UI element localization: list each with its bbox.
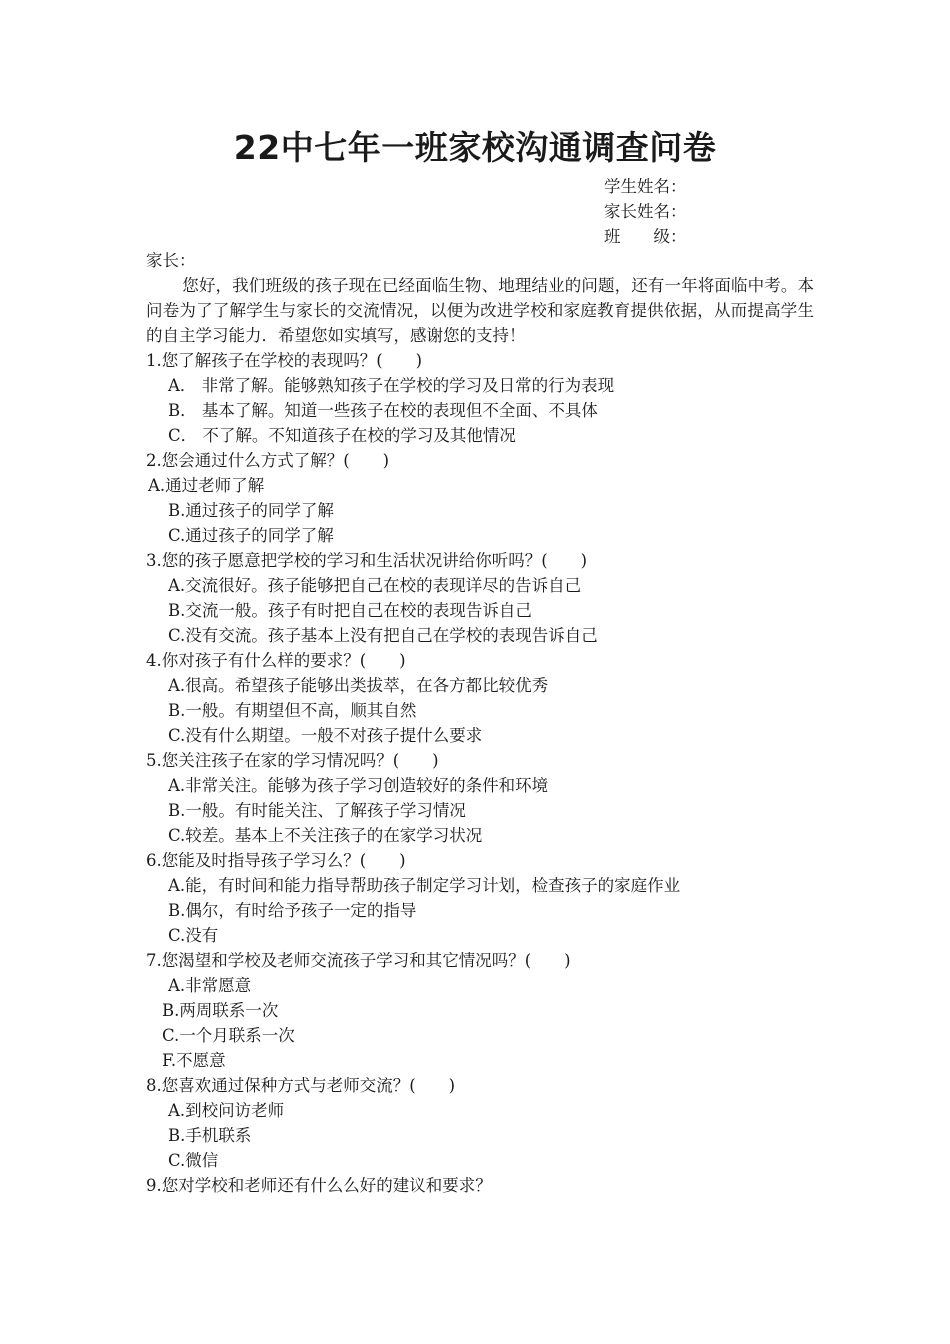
question-2-option-c: C.通过孩子的同学了解 xyxy=(168,526,334,545)
question-7: 7.您渴望和学校及老师交流孩子学习和其它情况吗？( ) xyxy=(146,951,571,970)
question-8-option-b: B.手机联系 xyxy=(168,1126,252,1145)
questionnaire-body xyxy=(146,248,814,1198)
question-5-option-a: A.非常关注。能够为孩子学习创造较好的条件和环境 xyxy=(168,776,549,795)
question-8-option-a: A.到校问访老师 xyxy=(168,1101,285,1120)
question-8: 8.您喜欢通过保种方式与老师交流？( ) xyxy=(146,1076,456,1095)
question-4: 4.你对孩子有什么样的要求？( ) xyxy=(146,651,406,670)
question-1-option-b: B． 基本了解。知道一些孩子在校的表现但不全面、不具体 xyxy=(168,401,598,420)
question-3-option-b: B.交流一般。孩子有时把自己在校的表现告诉自己 xyxy=(168,601,532,620)
question-1-option-a: A． 非常了解。能够熟知孩子在学校的学习及日常的行为表现 xyxy=(168,376,615,395)
question-5-option-c: C.较差。基本上不关注孩子的在家学习状况 xyxy=(168,826,483,845)
question-7-option-f: F.不愿意 xyxy=(162,1051,226,1070)
question-6-option-b: B.偶尔，有时给予孩子一定的指导 xyxy=(168,901,417,920)
question-1: 1.您了解孩子在学校的表现吗？( ) xyxy=(146,351,423,370)
question-3-option-c: C.没有交流。孩子基本上没有把自己在学校的表现告诉自己 xyxy=(168,626,598,645)
question-4-option-c: C.没有什么期望。一般不对孩子提什么要求 xyxy=(168,726,483,745)
question-7-option-b: B.两周联系一次 xyxy=(162,1001,279,1020)
question-5-option-b: B.一般。有时能关注、了解孩子学习情况 xyxy=(168,801,466,820)
question-1-option-c: C． 不了解。不知道孩子在校的学习及其他情况 xyxy=(168,426,516,445)
question-6: 6.您能及时指导孩子学习么？( ) xyxy=(146,851,406,870)
page-title: 22中七年一班家校沟通调查问卷 xyxy=(233,128,717,167)
question-5: 5.您关注孩子在家的学习情况吗？( ) xyxy=(146,751,439,770)
class-field: 班 级： xyxy=(604,227,687,246)
greeting: 家长： xyxy=(146,251,196,270)
question-3-option-a: A.交流很好。孩子能够把自己在校的表现详尽的告诉自己 xyxy=(168,576,582,595)
question-3: 3.您的孩子愿意把学校的学习和生活状况讲给你听吗？( ) xyxy=(146,551,588,570)
student-name-field: 学生姓名： xyxy=(604,177,687,196)
question-2: 2.您会通过什么方式了解？( ) xyxy=(146,451,390,470)
question-9: 9.您对学校和老师还有什么么好的建议和要求？ xyxy=(146,1176,492,1195)
question-8-option-c: C.微信 xyxy=(168,1151,219,1170)
parent-name-field: 家长姓名： xyxy=(604,202,687,221)
intro-paragraph: 您好，我们班级的孩子现在已经面临生物、地理结业的问题，还有一年将面临中考。本问卷为了了解学生与家长的交流情况，以便为改进学校和家庭教育提供依据，从而提高学生的自主学习能力．希望您如实填写，感谢您的支持！ xyxy=(146,276,814,345)
question-7-option-a: A.非常愿意 xyxy=(168,976,252,995)
question-6-option-a: A.能，有时间和能力指导帮助孩子制定学习计划，检查孩子的家庭作业 xyxy=(168,876,681,895)
question-4-option-a: A.很高。希望孩子能够出类拔萃，在各方都比较优秀 xyxy=(168,676,549,695)
question-6-option-c: C.没有 xyxy=(168,926,219,945)
question-2-option-a: A.通过老师了解 xyxy=(148,476,265,495)
respondent-info xyxy=(604,174,687,249)
question-2-option-b: B.通过孩子的同学了解 xyxy=(168,501,334,520)
question-7-option-c: C.一个月联系一次 xyxy=(162,1026,295,1045)
question-4-option-b: B.一般。有期望但不高，顺其自然 xyxy=(168,701,417,720)
